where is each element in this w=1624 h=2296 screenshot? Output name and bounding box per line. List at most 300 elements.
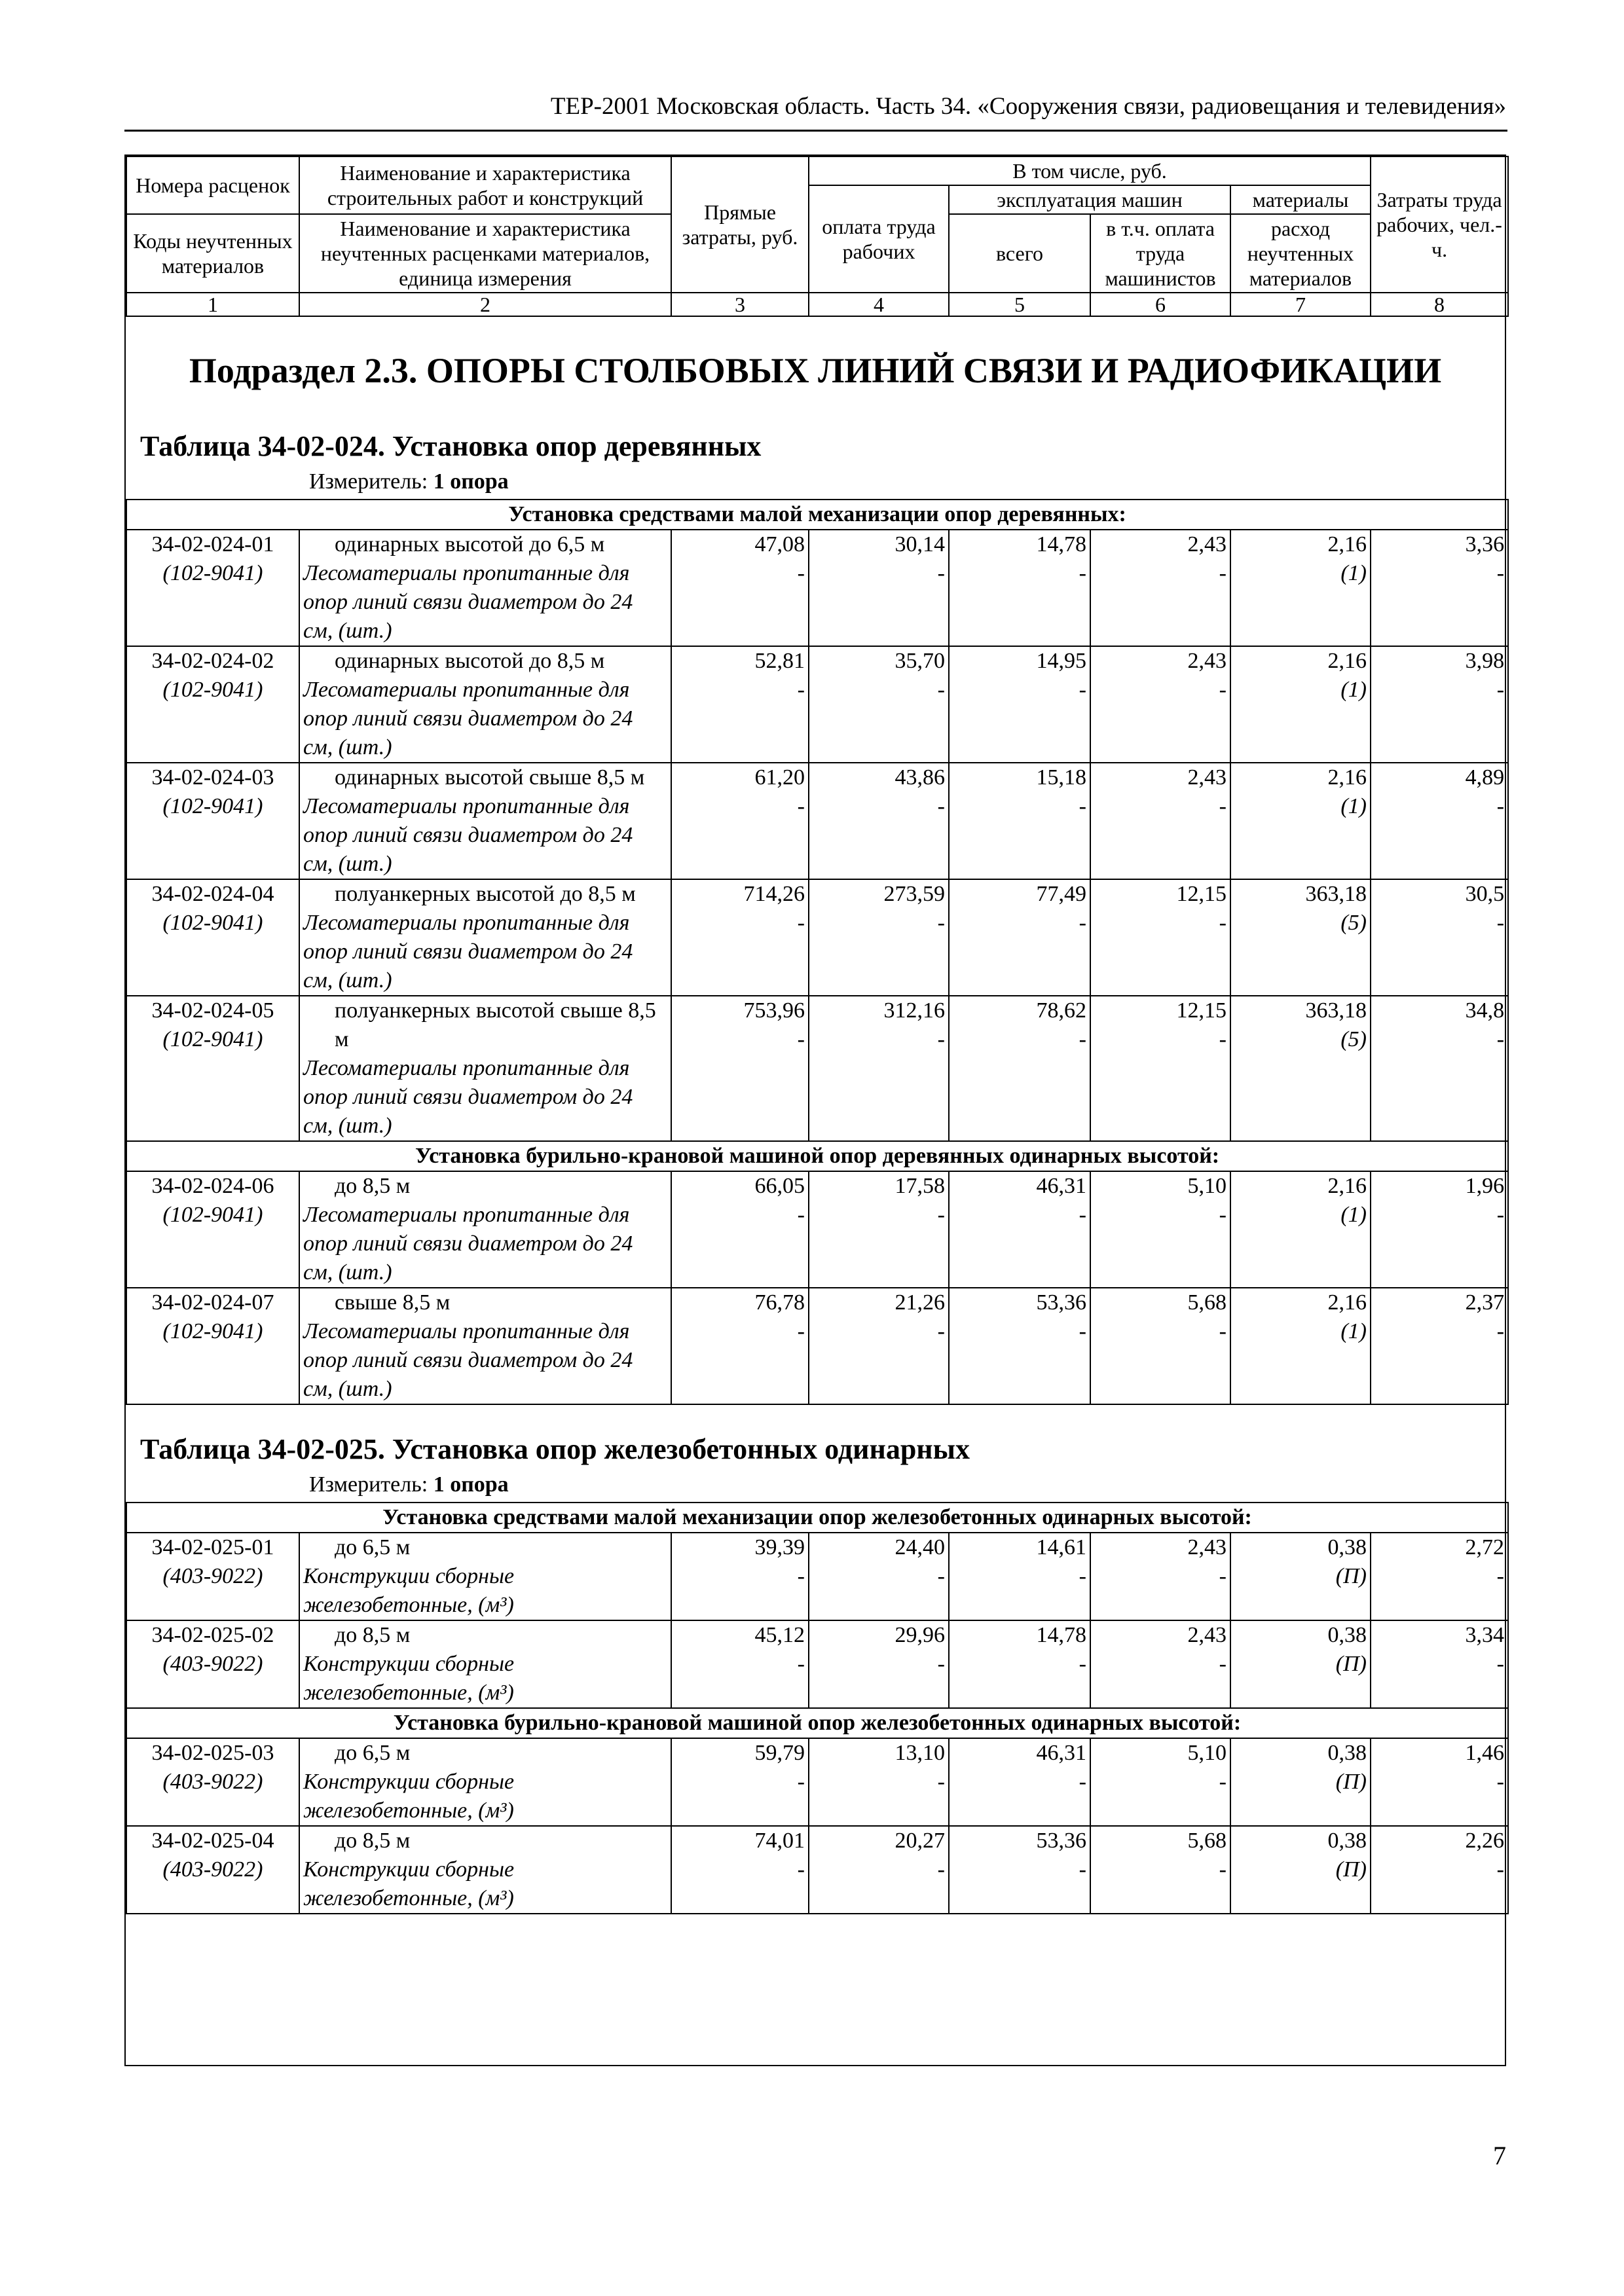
material-cost: 2,16 <box>1327 532 1367 556</box>
header-including: В том числе, руб. <box>809 156 1371 185</box>
material-cost: 2,16 <box>1327 1174 1367 1198</box>
rate-name-cell <box>299 530 671 646</box>
column-number: 7 <box>1230 293 1371 316</box>
direct-cost: 66,05 <box>754 1174 805 1198</box>
group-heading-row <box>126 1708 1508 1738</box>
rate-name: полуанкерных высотой до 8,5 м <box>335 882 636 906</box>
empty-value-dash: - <box>1219 911 1227 935</box>
rate-code-cell <box>126 1171 299 1288</box>
header-col6: в т.ч. оплата труда машинистов <box>1090 214 1230 293</box>
empty-value-dash: - <box>1496 1027 1505 1051</box>
direct-cost-cell <box>671 530 809 646</box>
material-cost-cell <box>1230 1288 1371 1404</box>
rate-code-cell <box>126 879 299 996</box>
material-cost-cell <box>1230 996 1371 1141</box>
rate-name: одинарных высотой до 6,5 м <box>335 532 605 556</box>
empty-value-dash: - <box>1079 794 1086 818</box>
rate-code: 34-02-024-05 <box>151 998 274 1023</box>
empty-value-dash: - <box>1079 1652 1086 1676</box>
machine-cost-cell <box>949 1288 1090 1404</box>
empty-value-dash: - <box>937 1857 945 1882</box>
rate-code: 34-02-024-06 <box>151 1174 274 1198</box>
empty-value-dash: - <box>1219 1857 1227 1882</box>
direct-cost: 714,26 <box>743 882 805 906</box>
material-cost-cell <box>1230 763 1371 879</box>
rate-name: одинарных высотой до 8,5 м <box>335 649 605 673</box>
material-cost: 363,18 <box>1305 882 1367 906</box>
material-quantity: (П) <box>1335 1564 1367 1588</box>
labor-cost-cell <box>809 1533 949 1620</box>
rate-row <box>126 646 1508 763</box>
rate-code-cell <box>126 646 299 763</box>
empty-value-dash: - <box>797 1857 805 1882</box>
group-heading-row <box>126 500 1508 530</box>
machine-cost-cell <box>949 646 1090 763</box>
empty-value-dash: - <box>1219 1770 1227 1794</box>
group-heading-row <box>126 1503 1508 1533</box>
rate-row <box>126 763 1508 879</box>
empty-value-dash: - <box>1496 794 1505 818</box>
machinist-cost-cell <box>1090 1738 1230 1826</box>
empty-value-dash: - <box>797 561 805 585</box>
machinist-cost: 2,43 <box>1187 765 1227 790</box>
direct-cost: 52,81 <box>754 649 805 673</box>
machinist-cost: 12,15 <box>1176 882 1227 906</box>
column-number: 6 <box>1090 293 1230 316</box>
unit-line <box>126 465 1505 499</box>
empty-value-dash: - <box>797 1203 805 1227</box>
machinist-cost: 12,15 <box>1176 998 1227 1023</box>
empty-value-dash: - <box>1496 1652 1504 1676</box>
direct-cost: 45,12 <box>754 1623 805 1647</box>
material-cost: 0,38 <box>1327 1829 1367 1853</box>
labor-hours-cell <box>1371 879 1508 996</box>
labor-cost-cell <box>809 996 949 1141</box>
machine-cost-cell <box>949 1171 1090 1288</box>
group-heading-row <box>126 1141 1508 1171</box>
header-col4: оплата труда рабочих <box>809 185 949 293</box>
column-number: 2 <box>299 293 671 316</box>
group-heading: Установка средствами малой механизации опор железобетонных одинарных высотой: <box>126 1503 1508 1533</box>
labor-cost: 30,14 <box>895 532 945 556</box>
labor-hours: 34,8 <box>1465 998 1505 1023</box>
labor-cost: 20,27 <box>895 1829 945 1853</box>
machinist-cost-cell <box>1090 1533 1230 1620</box>
material-cost: 0,38 <box>1327 1741 1367 1765</box>
rate-code-cell <box>126 530 299 646</box>
material-quantity: (1) <box>1340 678 1367 702</box>
material-cost-cell <box>1230 1738 1371 1826</box>
labor-hours: 2,37 <box>1465 1290 1505 1315</box>
unit-value: 1 опора <box>433 469 509 494</box>
material-code: (102-9041) <box>162 1203 263 1227</box>
column-number: 5 <box>949 293 1090 316</box>
empty-value-dash: - <box>937 678 945 702</box>
rate-name-cell <box>299 996 671 1141</box>
header-col8: Затраты труда рабочих, чел.-ч. <box>1371 156 1508 293</box>
column-number: 8 <box>1371 293 1508 316</box>
machine-cost: 78,62 <box>1036 998 1086 1023</box>
direct-cost-cell <box>671 1826 809 1914</box>
rate-code-cell <box>126 1738 299 1826</box>
header-col2-top: Наименование и характеристика строительных работ и конструкций <box>299 156 671 214</box>
material-code: (102-9041) <box>162 911 263 935</box>
material-quantity: (П) <box>1335 1652 1367 1676</box>
labor-hours: 3,34 <box>1465 1623 1504 1647</box>
rate-name: до 6,5 м <box>335 1741 411 1765</box>
machinist-cost-cell <box>1090 1826 1230 1914</box>
empty-value-dash: - <box>797 794 805 818</box>
material-code: (102-9041) <box>162 1319 263 1343</box>
rate-code-cell <box>126 1620 299 1708</box>
empty-value-dash: - <box>797 1564 805 1588</box>
labor-hours-cell <box>1371 996 1508 1141</box>
material-quantity: (1) <box>1340 561 1367 585</box>
machinist-cost-cell <box>1090 1620 1230 1708</box>
rate-code: 34-02-025-04 <box>151 1829 274 1853</box>
labor-cost-cell <box>809 646 949 763</box>
material-code: (102-9041) <box>162 794 263 818</box>
group-heading: Установка бурильно-крановой машиной опор деревянных одинарных высотой: <box>126 1141 1508 1171</box>
labor-cost-cell <box>809 530 949 646</box>
machine-cost: 14,78 <box>1036 532 1086 556</box>
empty-value-dash: - <box>937 561 945 585</box>
empty-value-dash: - <box>1219 794 1227 818</box>
material-quantity: (1) <box>1340 794 1367 818</box>
direct-cost-cell <box>671 646 809 763</box>
material-code: (403-9022) <box>162 1857 263 1882</box>
labor-cost-cell <box>809 1826 949 1914</box>
material-code: (403-9022) <box>162 1770 263 1794</box>
empty-value-dash: - <box>937 794 945 818</box>
machine-cost: 14,78 <box>1036 1623 1086 1647</box>
rate-code: 34-02-025-02 <box>151 1623 274 1647</box>
rate-name-cell <box>299 1533 671 1620</box>
direct-cost: 76,78 <box>754 1290 805 1315</box>
empty-value-dash: - <box>937 1652 945 1676</box>
header-col3: Прямые затраты, руб. <box>671 156 809 293</box>
empty-value-dash: - <box>1219 1319 1227 1343</box>
labor-cost: 273,59 <box>883 882 945 906</box>
direct-cost-cell <box>671 1171 809 1288</box>
empty-value-dash: - <box>1079 1770 1086 1794</box>
rate-name: до 6,5 м <box>335 1535 411 1559</box>
empty-value-dash: - <box>937 1319 945 1343</box>
empty-value-dash: - <box>1219 1027 1227 1051</box>
rate-code: 34-02-025-01 <box>151 1535 274 1559</box>
rate-code: 34-02-024-02 <box>151 649 274 673</box>
labor-cost: 21,26 <box>895 1290 945 1315</box>
empty-value-dash: - <box>1496 1770 1504 1794</box>
rate-name-cell <box>299 646 671 763</box>
rate-row <box>126 1620 1508 1708</box>
rate-code-cell <box>126 1826 299 1914</box>
rate-row <box>126 1826 1508 1914</box>
labor-cost-cell <box>809 763 949 879</box>
material-name: Конструкции сборные железобетонные, (м³) <box>303 1564 515 1617</box>
material-cost: 363,18 <box>1305 998 1367 1023</box>
material-cost-cell <box>1230 1826 1371 1914</box>
direct-cost-cell <box>671 996 809 1141</box>
empty-value-dash: - <box>1079 1857 1086 1882</box>
material-code: (102-9041) <box>162 678 263 702</box>
rate-name: одинарных высотой свыше 8,5 м <box>335 765 645 790</box>
direct-cost: 39,39 <box>754 1535 805 1559</box>
material-code: (102-9041) <box>162 1027 263 1051</box>
labor-hours: 3,98 <box>1465 649 1505 673</box>
machine-cost-cell <box>949 530 1090 646</box>
machine-cost-cell <box>949 1533 1090 1620</box>
rate-row <box>126 1533 1508 1620</box>
machinist-cost-cell <box>1090 996 1230 1141</box>
empty-value-dash: - <box>1496 911 1505 935</box>
unit-line <box>126 1468 1505 1502</box>
labor-hours-cell <box>1371 1171 1508 1288</box>
labor-cost: 35,70 <box>895 649 945 673</box>
rate-code: 34-02-024-07 <box>151 1290 274 1315</box>
rate-code: 34-02-024-04 <box>151 882 274 906</box>
labor-cost: 312,16 <box>883 998 945 1023</box>
empty-value-dash: - <box>1079 561 1086 585</box>
price-table-frame <box>124 155 1506 2066</box>
empty-value-dash: - <box>1079 1319 1086 1343</box>
material-cost: 2,16 <box>1327 649 1367 673</box>
labor-hours: 1,96 <box>1465 1174 1505 1198</box>
empty-value-dash: - <box>937 1770 945 1794</box>
rate-code: 34-02-024-01 <box>151 532 274 556</box>
labor-hours-cell <box>1371 530 1508 646</box>
material-cost: 2,16 <box>1327 1290 1367 1315</box>
direct-cost-cell <box>671 1533 809 1620</box>
group-heading: Установка бурильно-крановой машиной опор железобетонных одинарных высотой: <box>126 1708 1508 1738</box>
rate-name-cell <box>299 879 671 996</box>
empty-value-dash: - <box>937 1203 945 1227</box>
rate-name-cell <box>299 1620 671 1708</box>
machinist-cost: 5,10 <box>1187 1174 1227 1198</box>
header-col7: расход неучтенных материалов <box>1230 214 1371 293</box>
labor-hours-cell <box>1371 1288 1508 1404</box>
machine-cost: 77,49 <box>1036 882 1086 906</box>
header-materials: материалы <box>1230 185 1371 214</box>
rates-table <box>126 1502 1509 1914</box>
empty-value-dash: - <box>1496 1564 1504 1588</box>
running-head: ТЕР-2001 Московская область. Часть 34. «Сооружения связи, радиовещания и телевидения» <box>550 93 1506 120</box>
material-name: Лесоматериалы пропитанные для опор линий связи диаметром до 24 см, (шт.) <box>303 794 633 876</box>
machine-cost-cell <box>949 763 1090 879</box>
machine-cost: 15,18 <box>1036 765 1086 790</box>
unit-label: Измеритель: <box>309 469 434 494</box>
empty-value-dash: - <box>797 911 805 935</box>
empty-value-dash: - <box>1219 1652 1227 1676</box>
material-cost-cell <box>1230 879 1371 996</box>
machinist-cost-cell <box>1090 763 1230 879</box>
machinist-cost: 2,43 <box>1187 1623 1227 1647</box>
material-code: (403-9022) <box>162 1564 263 1588</box>
unit-value: 1 опора <box>433 1472 509 1497</box>
machine-cost-cell <box>949 996 1090 1141</box>
direct-cost: 47,08 <box>754 532 805 556</box>
material-cost-cell <box>1230 530 1371 646</box>
rate-code-cell <box>126 1533 299 1620</box>
group-heading: Установка средствами малой механизации опор деревянных: <box>126 500 1508 530</box>
material-name: Лесоматериалы пропитанные для опор линий связи диаметром до 24 см, (шт.) <box>303 1203 633 1285</box>
labor-hours-cell <box>1371 646 1508 763</box>
machine-cost: 53,36 <box>1036 1290 1086 1315</box>
machinist-cost: 5,68 <box>1187 1829 1227 1853</box>
material-name: Конструкции сборные железобетонные, (м³) <box>303 1857 515 1910</box>
labor-cost: 43,86 <box>895 765 945 790</box>
labor-cost-cell <box>809 879 949 996</box>
empty-value-dash: - <box>1496 1857 1504 1882</box>
tables-container <box>126 428 1505 1914</box>
material-cost-cell <box>1230 1533 1371 1620</box>
machinist-cost-cell <box>1090 646 1230 763</box>
labor-hours: 1,46 <box>1465 1741 1504 1765</box>
column-header-table <box>126 156 1509 317</box>
empty-value-dash: - <box>1496 678 1505 702</box>
rate-name-cell <box>299 1826 671 1914</box>
rate-code-cell <box>126 763 299 879</box>
labor-hours-cell <box>1371 1533 1508 1620</box>
rate-code: 34-02-025-03 <box>151 1741 274 1765</box>
labor-cost-cell <box>809 1620 949 1708</box>
labor-cost: 17,58 <box>895 1174 945 1198</box>
material-quantity: (1) <box>1340 1203 1367 1227</box>
labor-hours-cell <box>1371 1738 1508 1826</box>
empty-value-dash: - <box>1219 678 1227 702</box>
direct-cost-cell <box>671 1738 809 1826</box>
material-name: Лесоматериалы пропитанные для опор линий связи диаметром до 24 см, (шт.) <box>303 911 633 993</box>
rate-row <box>126 1288 1508 1404</box>
empty-value-dash: - <box>1496 561 1505 585</box>
machine-cost: 46,31 <box>1036 1174 1086 1198</box>
empty-value-dash: - <box>797 1770 805 1794</box>
material-cost: 2,16 <box>1327 765 1367 790</box>
material-cost: 0,38 <box>1327 1623 1367 1647</box>
machinist-cost-cell <box>1090 530 1230 646</box>
machinist-cost: 5,10 <box>1187 1741 1227 1765</box>
material-cost-cell <box>1230 646 1371 763</box>
rate-name: свыше 8,5 м <box>335 1290 451 1315</box>
rate-name: полуанкерных высотой свыше 8,5 м <box>335 998 656 1051</box>
material-cost: 0,38 <box>1327 1535 1367 1559</box>
machine-cost-cell <box>949 879 1090 996</box>
rate-code-cell <box>126 1288 299 1404</box>
empty-value-dash: - <box>937 911 945 935</box>
material-name: Лесоматериалы пропитанные для опор линий связи диаметром до 24 см, (шт.) <box>303 1319 633 1401</box>
labor-hours: 30,5 <box>1465 882 1505 906</box>
machinist-cost-cell <box>1090 1171 1230 1288</box>
column-number: 1 <box>126 293 299 316</box>
labor-hours-cell <box>1371 1620 1508 1708</box>
material-quantity: (П) <box>1335 1857 1367 1882</box>
material-name: Лесоматериалы пропитанные для опор линий связи диаметром до 24 см, (шт.) <box>303 1056 633 1138</box>
empty-value-dash: - <box>937 1027 945 1051</box>
empty-value-dash: - <box>1496 1203 1505 1227</box>
direct-cost: 753,96 <box>743 998 805 1023</box>
material-name: Лесоматериалы пропитанные для опор линий связи диаметром до 24 см, (шт.) <box>303 678 633 759</box>
machine-cost-cell <box>949 1620 1090 1708</box>
direct-cost: 59,79 <box>754 1741 805 1765</box>
rate-row <box>126 996 1508 1141</box>
rate-name: до 8,5 м <box>335 1829 411 1853</box>
table-title: Таблица 34-02-025. Установка опор железобетонных одинарных <box>140 1433 970 1465</box>
rate-name-cell <box>299 1288 671 1404</box>
column-number: 3 <box>671 293 809 316</box>
labor-hours: 2,72 <box>1465 1535 1504 1559</box>
material-name: Конструкции сборные железобетонные, (м³) <box>303 1652 515 1705</box>
material-code: (403-9022) <box>162 1652 263 1676</box>
material-code: (102-9041) <box>162 561 263 585</box>
empty-value-dash: - <box>797 1027 805 1051</box>
labor-hours: 3,36 <box>1465 532 1505 556</box>
header-machines: эксплуатация машин <box>949 185 1230 214</box>
empty-value-dash: - <box>1496 1319 1505 1343</box>
machinist-cost: 2,43 <box>1187 1535 1227 1559</box>
material-name: Лесоматериалы пропитанные для опор линий связи диаметром до 24 см, (шт.) <box>303 561 633 643</box>
direct-cost-cell <box>671 763 809 879</box>
empty-value-dash: - <box>1079 911 1086 935</box>
header-col1-bottom: Коды неучтенных материалов <box>126 214 299 293</box>
machine-cost-cell <box>949 1826 1090 1914</box>
machine-cost: 14,61 <box>1036 1535 1086 1559</box>
labor-hours: 4,89 <box>1465 765 1505 790</box>
material-cost-cell <box>1230 1171 1371 1288</box>
unit-label: Измеритель: <box>309 1472 434 1497</box>
machinist-cost-cell <box>1090 879 1230 996</box>
material-cost-cell <box>1230 1620 1371 1708</box>
rate-name: до 8,5 м <box>335 1623 411 1647</box>
empty-value-dash: - <box>1079 1564 1086 1588</box>
material-quantity: (5) <box>1340 1027 1367 1051</box>
empty-value-dash: - <box>797 678 805 702</box>
empty-value-dash: - <box>797 1319 805 1343</box>
header-col5: всего <box>949 214 1090 293</box>
rate-name-cell <box>299 1738 671 1826</box>
column-number: 4 <box>809 293 949 316</box>
empty-value-dash: - <box>1079 1203 1086 1227</box>
table-title: Таблица 34-02-024. Установка опор деревянных <box>140 430 762 462</box>
machine-cost: 14,95 <box>1036 649 1086 673</box>
rate-row <box>126 879 1508 996</box>
rate-code-cell <box>126 996 299 1141</box>
rate-row <box>126 530 1508 646</box>
labor-cost-cell <box>809 1171 949 1288</box>
material-quantity: (1) <box>1340 1319 1367 1343</box>
section-title: Подраздел 2.3. ОПОРЫ СТОЛБОВЫХ ЛИНИЙ СВЯЗИ И РАДИОФИКАЦИИ <box>189 351 1442 390</box>
machine-cost: 53,36 <box>1036 1829 1086 1853</box>
direct-cost: 74,01 <box>754 1829 805 1853</box>
header-col2-bottom: Наименование и характеристика неучтенных расценками материалов, единица измерения <box>299 214 671 293</box>
rate-code: 34-02-024-03 <box>151 765 274 790</box>
header-rule <box>124 130 1507 132</box>
machinist-cost: 2,43 <box>1187 532 1227 556</box>
rates-table <box>126 499 1509 1405</box>
labor-hours-cell <box>1371 1826 1508 1914</box>
empty-value-dash: - <box>1219 561 1227 585</box>
material-quantity: (П) <box>1335 1770 1367 1794</box>
empty-value-dash: - <box>1219 1203 1227 1227</box>
direct-cost-cell <box>671 879 809 996</box>
machinist-cost: 5,68 <box>1187 1290 1227 1315</box>
material-quantity: (5) <box>1340 911 1367 935</box>
rate-row <box>126 1738 1508 1826</box>
labor-hours: 2,26 <box>1465 1829 1504 1853</box>
rate-name-cell <box>299 763 671 879</box>
labor-cost: 29,96 <box>895 1623 945 1647</box>
labor-cost-cell <box>809 1288 949 1404</box>
empty-value-dash: - <box>1079 678 1086 702</box>
